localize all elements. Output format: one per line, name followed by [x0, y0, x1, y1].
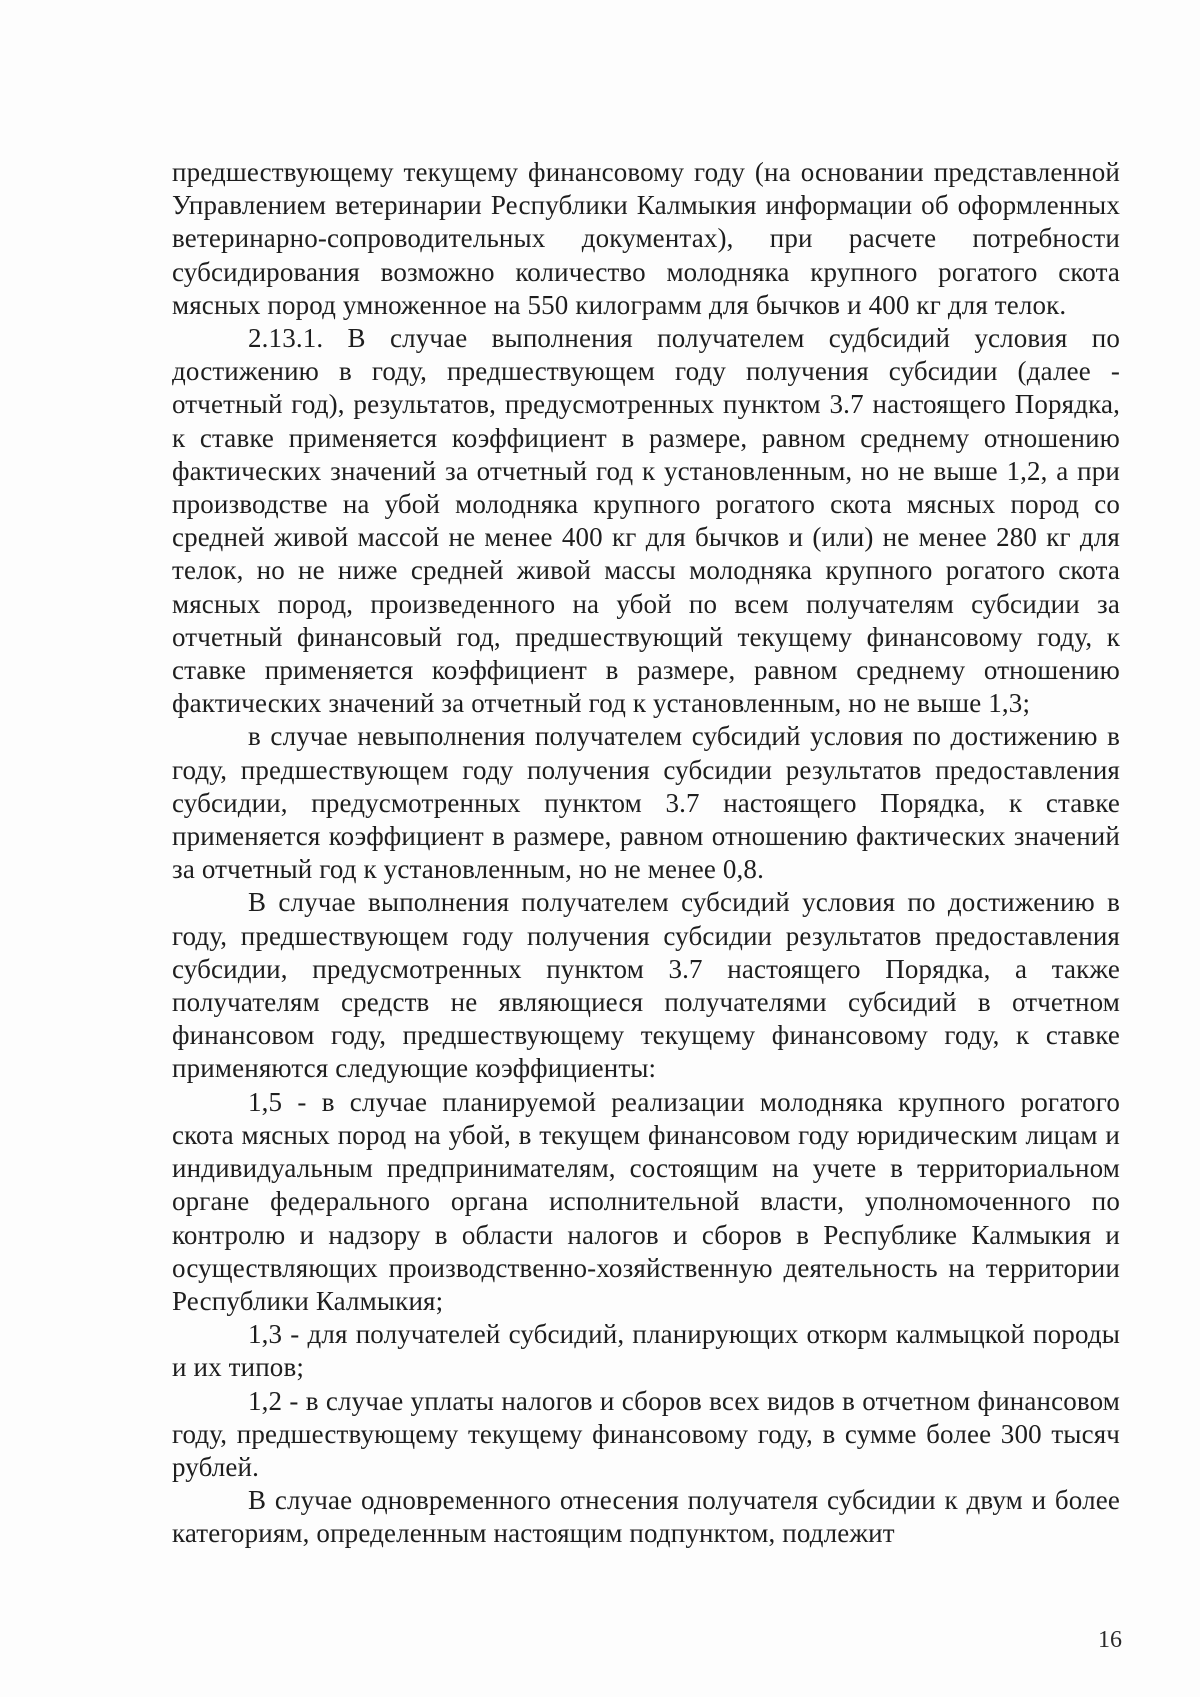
paragraph-2-13-1: 2.13.1. В случае выполнения получателем судбсидий условия по достижению в году, предшествующем году получения субсидии (далее - отчетный год), результатов, предусмотренных пунктом 3.7 настоящего Порядка, к ставке применяется коэффициент в размере, равном среднему отношению фактических значений за отчетный год к установленным, но не выше 1,2, а при производстве на убой молодняка крупного рогатого скота мясных пород со средней живой массой не менее 400 кг для бычков и (или) не менее 280 кг для телок, но не ниже средней живой массы молодняка крупного рогатого скота мясных пород, произведенного на убой по всем получателям субсидии за отчетный финансовый год, предшествующий текущему финансовому году, к ставке применяется коэффициент в размере, равном среднему отношению фактических значений за отчетный год к установленным, но не выше 1,3;: [172, 323, 1120, 719]
page-number: 16: [1098, 1627, 1122, 1653]
paragraph-coefficient-1-5: 1,5 - в случае планируемой реализации молодняка крупного рогатого скота мясных пород на убой, в текущем финансовом году юридическим лицам и индивидуальным предпринимателям, состоящим на учете в территориальном органе федерального органа исполнительной власти, уполномоченного по контролю и надзору в области налогов и сборов в Республике Калмыкия и осуществляющих производственно-хозяйственную деятельность на территории Республики Калмыкия;: [172, 1086, 1120, 1316]
paragraph-multiple-categories: В случае одновременного отнесения получателя субсидии к двум и более категориям, определенным настоящим подпунктом, подлежит: [172, 1485, 1120, 1549]
paragraph-continuation: предшествующему текущему финансовому году (на основании представленной Управлением ветеринарии Республики Калмыкия информации об оформленных ветеринарно-сопроводительных документах), при расчете потребности субсидирования возможно количество молодняка крупного рогатого скота мясных пород умноженное на 550 килограмм для бычков и 400 кг для телок.: [172, 157, 1120, 320]
paragraph-fulfillment-coefficients: В случае выполнения получателем субсидий условия по достижению в году, предшествующем году получения субсидии результатов предоставления субсидии, предусмотренных пунктом 3.7 настоящего Порядка, а также получателям средств не являющиеся получателями субсидий в отчетном финансовом году, предшествующему текущему финансовому году, к ставке применяются следующие коэффициенты:: [172, 887, 1120, 1084]
document-body: [172, 156, 1120, 1551]
paragraph-coefficient-1-2: 1,2 - в случае уплаты налогов и сборов всех видов в отчетном финансовом году, предшествующему текущему финансовому году, в сумме более 300 тысяч рублей.: [172, 1385, 1120, 1482]
paragraph-non-fulfillment: в случае невыполнения получателем субсидий условия по достижению в году, предшествующем году получения субсидии результатов предоставления субсидии, предусмотренных пунктом 3.7 настоящего Порядка, к ставке применяется коэффициент в размере, равном отношению фактических значений за отчетный год к установленным, но не менее 0,8.: [172, 721, 1120, 885]
paragraph-coefficient-1-3: 1,3 - для получателей субсидий, планирующих откорм калмыцкой породы и их типов;: [172, 1319, 1120, 1383]
